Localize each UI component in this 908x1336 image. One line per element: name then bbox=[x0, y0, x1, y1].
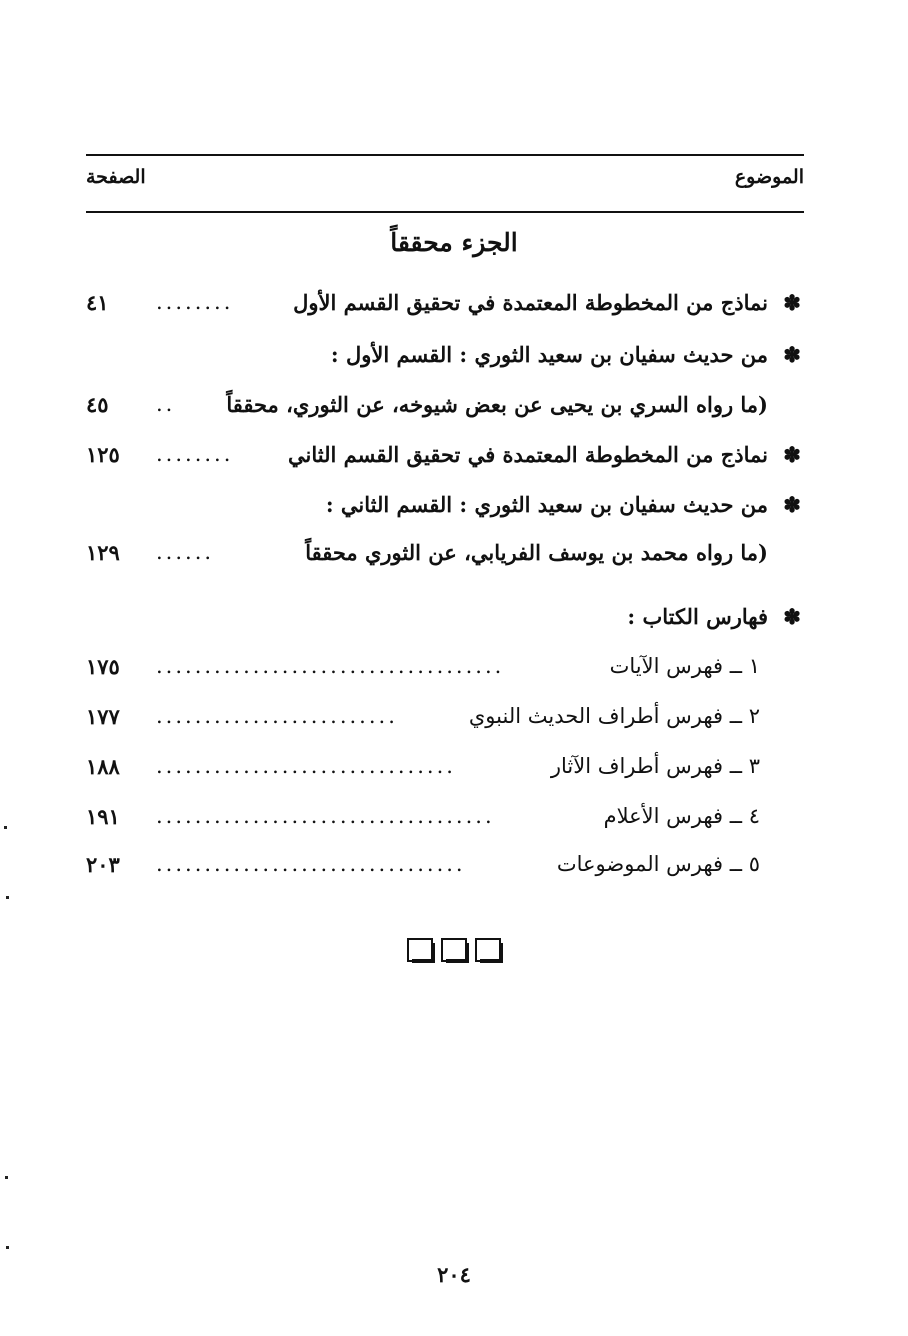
index-entry-text: ٥ ــ فهرس الموضوعات bbox=[556, 852, 760, 876]
page-column-label: الصفحة bbox=[86, 166, 146, 188]
indexes-heading-text: فهارس الكتاب : bbox=[627, 604, 768, 629]
leader-dots: ............................... bbox=[156, 754, 456, 778]
asterisk-icon: ✽ bbox=[783, 492, 801, 517]
entry-page-number: ٤٥ bbox=[86, 392, 109, 417]
entry-text: من حديث سفيان بن سعيد الثوري : القسم الثاني : bbox=[325, 492, 768, 517]
leader-dots: ................................ bbox=[156, 852, 466, 876]
index-entry bbox=[86, 804, 804, 840]
entry-text: نماذج من المخطوطة المعتمدة في تحقيق القسم الأول bbox=[293, 290, 768, 315]
entry-text: (ما رواه محمد بن يوسف الفريابي، عن الثوري محققاً bbox=[305, 540, 768, 565]
asterisk-icon: ✽ bbox=[783, 290, 801, 315]
toc-entry bbox=[86, 342, 804, 378]
index-entry bbox=[86, 654, 804, 690]
index-page-number: ٢٠٣ bbox=[86, 852, 120, 877]
index-entry-text: ٤ ــ فهرس الأعلام bbox=[603, 804, 760, 828]
index-entry bbox=[86, 704, 804, 740]
index-entry bbox=[86, 754, 804, 790]
entry-page-number: ١٢٥ bbox=[86, 442, 120, 467]
scan-speck bbox=[6, 896, 9, 899]
page-number: ٢٠٤ bbox=[437, 1262, 471, 1287]
leader-dots: .. bbox=[156, 392, 176, 416]
leader-dots: ...... bbox=[156, 540, 215, 564]
leader-dots: ......................... bbox=[156, 704, 398, 728]
leader-dots: ........ bbox=[156, 290, 234, 314]
leader-dots: ................................... bbox=[156, 804, 495, 828]
toc-header bbox=[86, 166, 804, 200]
entry-text: (ما رواه السري بن يحيى عن بعض شيوخه، عن الثوري، محققاً bbox=[226, 392, 768, 417]
index-entry-text: ١ ــ فهرس الآيات bbox=[609, 654, 760, 678]
indexes-heading bbox=[86, 604, 804, 640]
leader-dots: .................................... bbox=[156, 654, 505, 678]
index-page-number: ١٧٥ bbox=[86, 654, 120, 679]
entry-text: من حديث سفيان بن سعيد الثوري : القسم الأول : bbox=[330, 342, 768, 367]
toc-entry bbox=[86, 442, 804, 478]
asterisk-icon: ✽ bbox=[783, 442, 801, 467]
square-ornament-icon bbox=[475, 938, 501, 962]
square-ornament-icon bbox=[407, 938, 433, 962]
toc-entry bbox=[86, 392, 804, 428]
entry-text: نماذج من المخطوطة المعتمدة في تحقيق القسم الثاني bbox=[288, 442, 768, 467]
toc-entry bbox=[86, 290, 804, 326]
topic-column-label: الموضوع bbox=[734, 166, 804, 188]
entry-page-number: ٤١ bbox=[86, 290, 109, 315]
index-entry bbox=[86, 852, 804, 888]
header-bottom-rule bbox=[86, 211, 804, 213]
toc-entry bbox=[86, 492, 804, 528]
asterisk-icon: ✽ bbox=[783, 342, 801, 367]
scan-speck bbox=[4, 826, 7, 829]
index-page-number: ١٨٨ bbox=[86, 754, 120, 779]
index-page-number: ١٩١ bbox=[86, 804, 120, 829]
asterisk-icon: ✽ bbox=[783, 604, 801, 629]
square-ornament-icon bbox=[441, 938, 467, 962]
index-page-number: ١٧٧ bbox=[86, 704, 120, 729]
toc-entry bbox=[86, 540, 804, 576]
scan-speck bbox=[5, 1176, 8, 1179]
scan-speck bbox=[6, 1246, 9, 1249]
leader-dots: ........ bbox=[156, 442, 234, 466]
index-entry-text: ٢ ــ فهرس أطراف الحديث النبوي bbox=[468, 704, 760, 728]
entry-page-number: ١٢٩ bbox=[86, 540, 120, 565]
section-title: الجزء محققاً bbox=[390, 228, 518, 257]
index-entry-text: ٣ ــ فهرس أطراف الآثار bbox=[550, 754, 760, 778]
header-top-rule bbox=[86, 154, 804, 156]
end-ornament bbox=[0, 938, 908, 962]
